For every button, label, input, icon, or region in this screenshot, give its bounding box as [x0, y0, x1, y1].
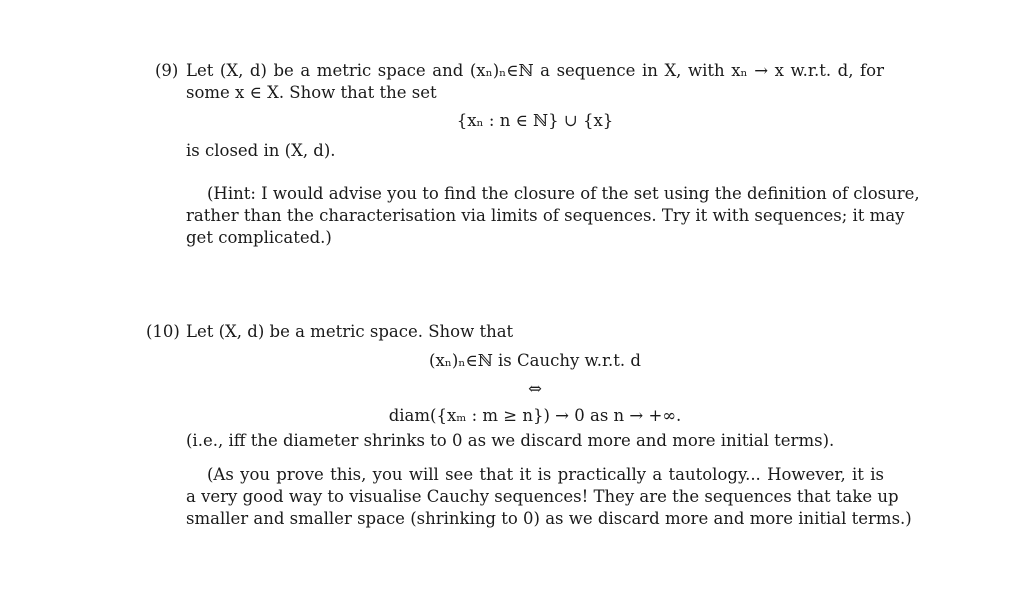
problem-9-display-set: {xₙ : n ∈ ℕ} ∪ {x} — [456, 111, 614, 130]
problem-10-iff-symbol: ⇔ — [528, 379, 542, 398]
problem-10-line-1: Let (X, d) be a metric space. Show that — [186, 322, 514, 341]
problem-10-display-diam: diam({xₘ : m ≥ n}) → 0 as n → +∞. — [388, 406, 682, 425]
problem-9-number: (9) — [155, 61, 179, 80]
problem-10-remark-line-1: (As you prove this, you will see that it is practically a tautology... However, it is — [207, 465, 884, 484]
problem-9-line-2: some x ∈ X. Show that the set — [186, 83, 437, 102]
problem-10-display-cauchy: (xₙ)ₙ∈ℕ is Cauchy w.r.t. d — [429, 351, 641, 370]
problem-9-hint-line-2: rather than the characterisation via limits of sequences. Try it with sequences; it may — [186, 206, 905, 225]
problem-9-hint-line-1: (Hint: I would advise you to find the closure of the set using the definition of closure, — [207, 184, 920, 203]
problem-10-line-2: (i.e., iff the diameter shrinks to 0 as we discard more and more initial terms). — [186, 431, 835, 450]
problem-10-number: (10) — [146, 322, 180, 341]
problem-9-hint-line-3: get complicated.) — [186, 228, 332, 247]
problem-10-remark-line-2: a very good way to visualise Cauchy sequences! They are the sequences that take up — [186, 487, 899, 506]
problem-9-line-3: is closed in (X, d). — [186, 141, 336, 160]
problem-10-remark-line-3: smaller and smaller space (shrinking to 0) as we discard more and more initial terms.) — [186, 509, 912, 528]
problem-9-line-1: Let (X, d) be a metric space and (xₙ)ₙ∈ℕ a sequence in X, with xₙ → x w.r.t. d, for — [186, 61, 884, 80]
